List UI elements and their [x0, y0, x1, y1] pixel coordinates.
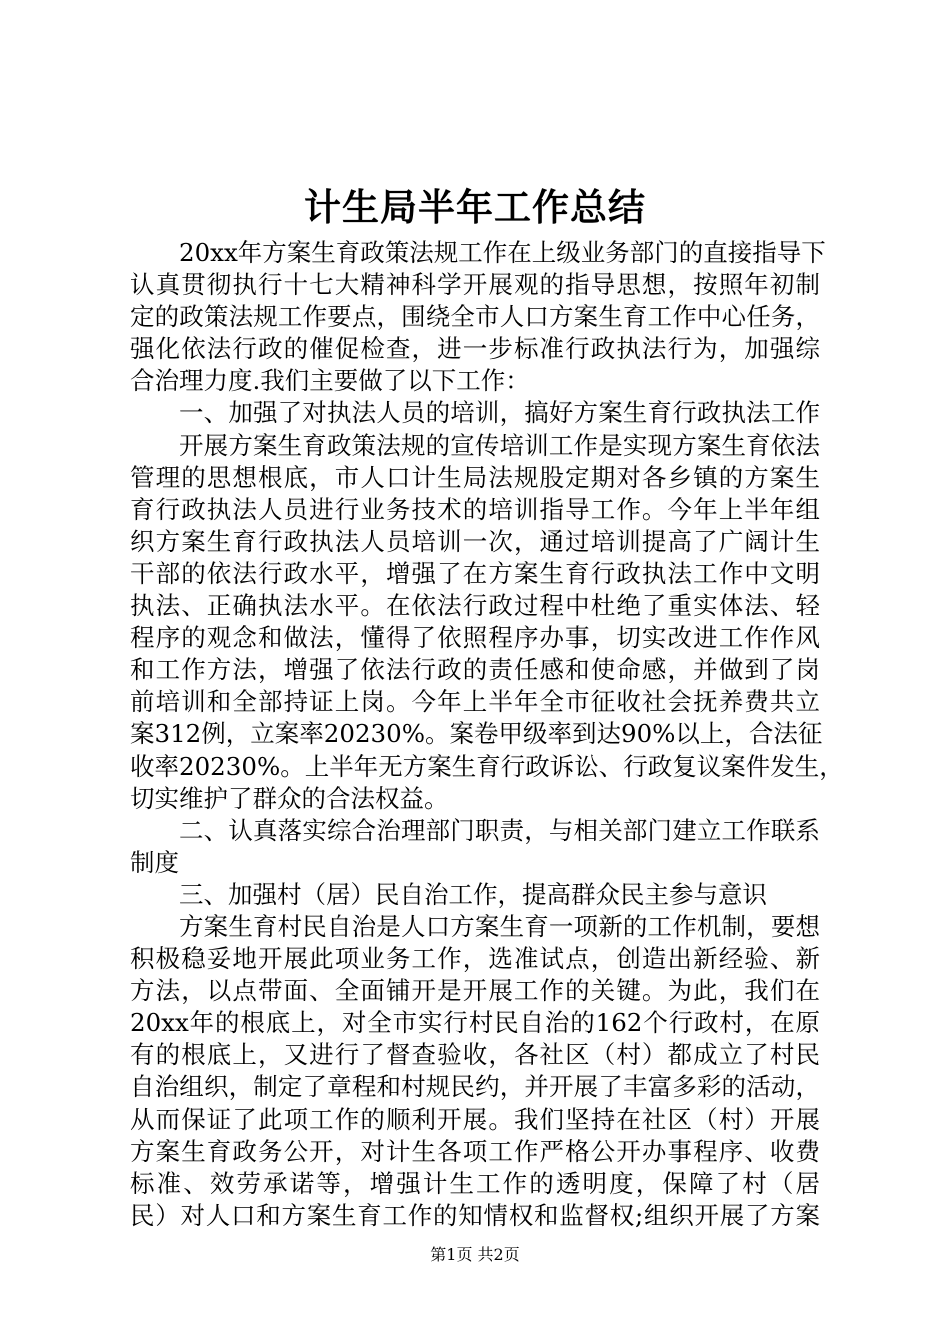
document-title: 计生局半年工作总结 — [304, 186, 646, 229]
body-line: 和工作方法，增强了依法行政的责任感和使命感，并做到了岗 — [130, 655, 820, 685]
body-line: 案312例，立案率20230%。案卷甲级率到达90%以上，合法征 — [130, 719, 823, 749]
section-heading-3: 三、加强村（居）民自治工作，提高群众民主参与意识 — [179, 879, 767, 909]
page-number-footer: 第1页 共2页 — [430, 1245, 520, 1264]
body-line: 合治理力度.我们主要做了以下工作： — [130, 366, 530, 396]
body-line: 方案生育村民自治是人口方案生育一项新的工作机制，要想 — [179, 911, 820, 941]
body-line: 认真贯彻执行十七大精神科学开展观的指导思想，按照年初制 — [130, 270, 820, 300]
body-line: 积极稳妥地开展此项业务工作，选准试点，创造出新经验、新 — [130, 944, 820, 974]
body-line: 20xx年方案生育政策法规工作在上级业务部门的直接指导下 — [179, 238, 826, 267]
body-line: 开展方案生育政策法规的宣传培训工作是实现方案生育依法 — [179, 430, 820, 460]
document-body — [130, 237, 844, 1232]
section-heading-2: 二、认真落实综合治理部门职责，与相关部门建立工作联系 — [179, 815, 820, 845]
body-line: 强化依法行政的催促检查，进一步标准行政执法行为，加强综 — [130, 334, 820, 364]
body-line: 方案生育政务公开，对计生各项工作严格公开办事程序、收费 — [130, 1136, 820, 1166]
body-line: 切实维护了群众的合法权益。 — [130, 783, 449, 813]
body-line: 收率20230%。上半年无方案生育行政诉讼、行政复议案件发生， — [130, 751, 844, 781]
body-line: 前培训和全部持证上岗。今年上半年全市征收社会抚养费共立 — [130, 687, 820, 717]
body-line: 方法，以点带面、全面铺开是开展工作的关键。为此，我们在 — [130, 976, 820, 1006]
body-line: 管理的思想根底，市人口计生局法规股定期对各乡镇的方案生 — [130, 462, 820, 492]
body-line: 执法、正确执法水平。在依法行政过程中杜绝了重实体法、轻 — [130, 591, 820, 621]
body-line: 民）对人口和方案生育工作的知情权和监督权;组织开展了方案 — [130, 1200, 820, 1230]
body-line: 20xx年的根底上，对全市实行村民自治的162个行政村，在原 — [130, 1008, 820, 1038]
body-line: 定的政策法规工作要点，围绕全市人口方案生育工作中心任务， — [130, 302, 820, 332]
body-line: 织方案生育行政执法人员培训一次，通过培训提高了广阔计生 — [130, 526, 820, 556]
body-line: 干部的依法行政水平，增强了在方案生育行政执法工作中文明 — [130, 558, 820, 588]
body-line: 标准、效劳承诺等，增强计生工作的透明度，保障了村（居 — [130, 1168, 820, 1198]
body-line: 有的根底上，又进行了督查验收，各社区（村）都成立了村民 — [130, 1040, 820, 1070]
body-line: 从而保证了此项工作的顺利开展。我们坚持在社区（村）开展 — [130, 1104, 820, 1134]
body-line: 程序的观念和做法，懂得了依照程序办事，切实改进工作作风 — [130, 623, 820, 653]
body-line: 育行政执法人员进行业务技术的培训指导工作。今年上半年组 — [130, 494, 820, 524]
section-heading-2-continued: 制度 — [130, 847, 179, 877]
body-line: 自治组织，制定了章程和村规民约，并开展了丰富多彩的活动， — [130, 1072, 820, 1102]
section-heading-1: 一、加强了对执法人员的培训，搞好方案生育行政执法工作 — [179, 398, 820, 428]
